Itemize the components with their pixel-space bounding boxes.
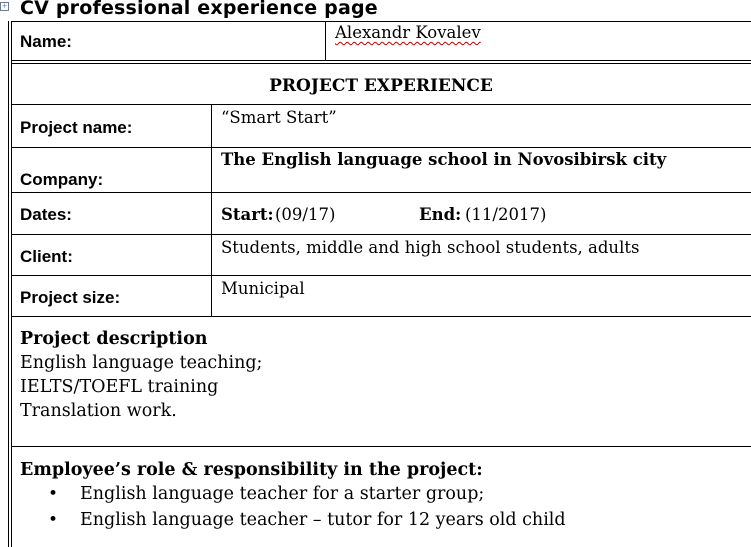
description-line: Translation work. xyxy=(20,401,177,421)
table-rule-company xyxy=(11,192,751,193)
start-value: (09/17) xyxy=(275,205,336,224)
table-border-left-inner xyxy=(8,21,9,547)
project-name-label: Project name: xyxy=(20,118,133,137)
table-rule-client xyxy=(11,275,751,276)
table-anchor-icon: + xyxy=(1,2,8,10)
dates-label: Dates: xyxy=(20,205,72,224)
table-rule-size xyxy=(11,316,751,317)
bullet-icon: • xyxy=(48,484,59,504)
project-size-label: Project size: xyxy=(20,288,121,307)
table-rule-name-double xyxy=(11,63,751,64)
client-value: Students, middle and high school students, adults xyxy=(221,238,640,257)
description-heading: Project description xyxy=(20,329,208,349)
table-rule-name xyxy=(11,60,751,61)
page-title: CV professional experience page xyxy=(20,0,378,19)
description-line: IELTS/TOEFL training xyxy=(20,377,219,397)
table-rule-dates xyxy=(11,234,751,235)
project-size-value: Municipal xyxy=(221,279,305,298)
role-item: English language teacher for a starter group; xyxy=(80,484,485,504)
bullet-icon: • xyxy=(48,510,59,530)
table-border-left xyxy=(11,21,12,547)
table-rule-project-name xyxy=(11,147,751,148)
table-border-top xyxy=(11,21,751,22)
table-rule-section xyxy=(11,104,751,105)
table-rule-description xyxy=(11,446,751,447)
project-name-value: “Smart Start” xyxy=(221,108,337,127)
company-label: Company: xyxy=(20,170,104,189)
description-line: English language teaching; xyxy=(20,353,263,373)
role-item: English language teacher – tutor for 12 years old child xyxy=(80,510,566,530)
end-label: End: xyxy=(419,205,462,224)
company-value: The English language school in Novosibirsk city xyxy=(221,150,667,169)
name-column-divider xyxy=(325,21,326,60)
role-heading: Employee’s role & responsibility in the project: xyxy=(20,460,483,480)
name-label: Name: xyxy=(20,32,72,51)
name-value: Alexandr Kovalev xyxy=(335,23,481,42)
client-label: Client: xyxy=(20,247,73,266)
section-title: PROJECT EXPERIENCE xyxy=(269,76,493,96)
end-value: (11/2017) xyxy=(465,205,547,224)
start-label: Start: xyxy=(221,205,274,224)
label-column-divider xyxy=(211,104,212,316)
